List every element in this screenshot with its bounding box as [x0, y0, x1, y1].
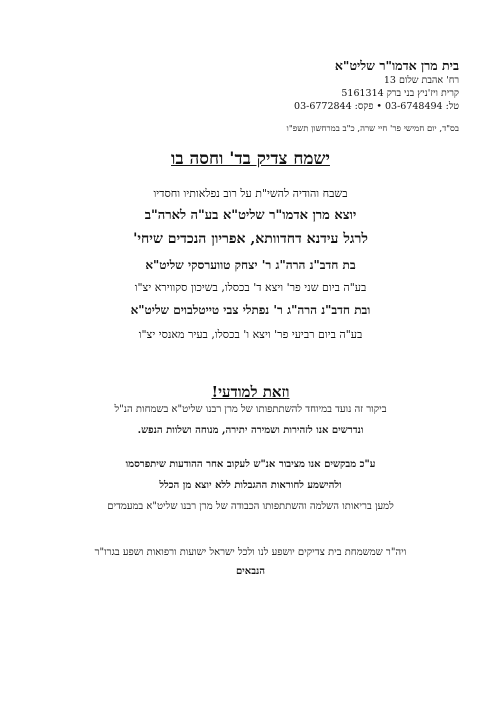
first-family-line: בת חדב"נ הרה"ג ר' יצחק טווערסקי שליט"א — [145, 258, 356, 272]
notice-line: ביקור זה נועד במיוחד להשתתפותו של מרן רבנו שליט"א בשמחות הנ"ל — [114, 404, 387, 415]
request-line: ולהישמע לחוראות ההגבלות ללא יוצא מן הכלל — [159, 480, 342, 491]
second-family-line: ובת חדב"נ הרה"ג ר' נפתלי צבי טייטלבוים שליט"א — [130, 303, 371, 317]
title-text: ישמח צדיק בד' וחסה בו — [171, 149, 330, 169]
contact-phones: טל: 03-6748494 • פקס: 03-6772844 — [294, 101, 459, 112]
date-line: בס"ד, יום חמישי פר' חיי שרה, כ"ב במרחשון תשפ"ו — [286, 124, 459, 134]
request-line: ע"כ מבקשים אנו מציבור אנ"ש לעקוב אחר ההודעות שיתפרסמו — [125, 459, 376, 470]
intro-line: בשבח והודיה להשי"ת על רוב נפלאותיו וחסדיו — [153, 187, 348, 200]
notice-heading — [20, 383, 481, 402]
letterhead — [219, 58, 459, 113]
city-address: קרית ויז'ניץ בני ברק 5161314 — [341, 88, 459, 99]
blessing-line: הנבאים — [235, 566, 266, 577]
request-line: למען בריאותו השלמה והשתתפותו הכבודה של מרן רבנו שליט"א במעמדים — [107, 501, 394, 512]
blessing-line: ויה"ר שמשמחת בית צדיקים יושפע לנו ולכל ישראל ישועות ורפואות ושפע בגרו"ר — [94, 547, 407, 558]
notice-line: ונדרשים אנו לזהירות ושמירה יתירה, מנוחה ושלוות הנפש. — [137, 425, 364, 436]
notice-heading-text: וזאת למודעי! — [211, 383, 290, 401]
occasion-line: לרגל עידנא דחדוותא, אפריון הנכדים שיחי' — [133, 231, 368, 247]
second-event-line: בע"ה ביום רביעי פר' ויצא ו' בכסלו, בעיר מאנסי יצ"ו — [138, 328, 363, 341]
first-event-line: בע"ה ביום שני פר' ויצא ד' בכסלו, בשיכון סקווירא יצ"ו — [134, 281, 367, 294]
street-address: רח' אהבת שלום 13 — [383, 75, 459, 86]
page-title — [0, 149, 501, 169]
announcement-line: יוצא מרן אדמו"ר שליט"א בע"ה לארה"ב — [144, 208, 357, 223]
organization-name: בית מרן אדמו"ר שליט"א — [334, 58, 459, 73]
